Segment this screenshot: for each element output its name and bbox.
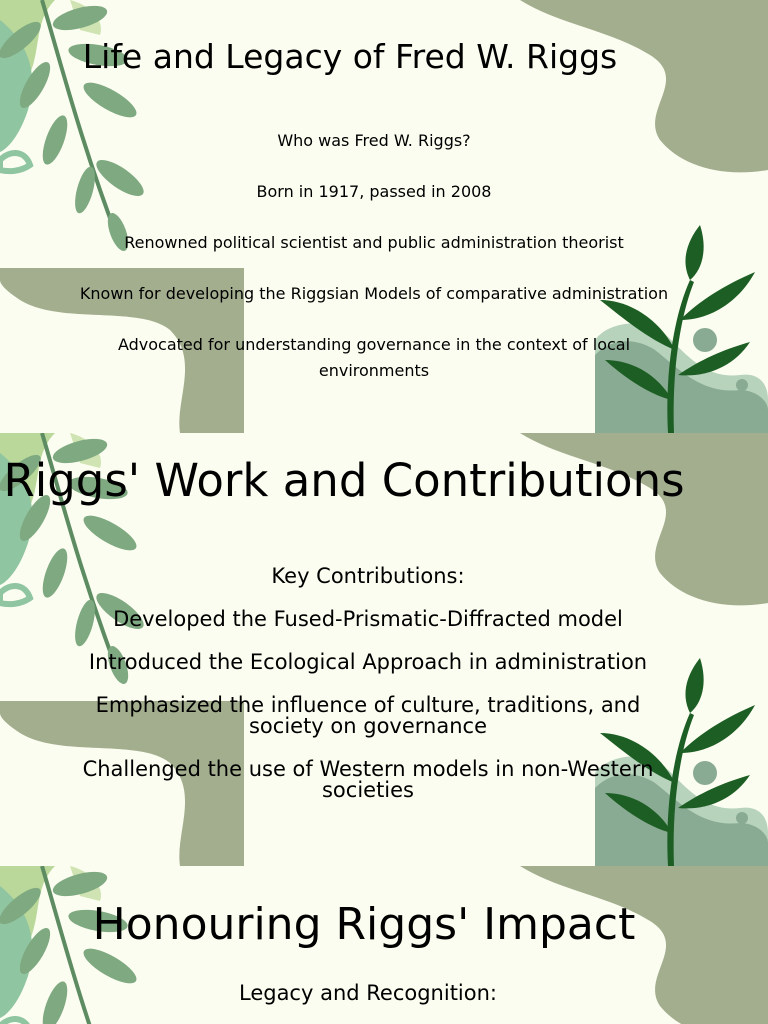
slide-title: Honouring Riggs' Impact — [92, 899, 636, 950]
slide-title: Life and Legacy of Fred W. Riggs — [82, 37, 618, 76]
body-paragraph: Who was Fred W. Riggs? — [277, 131, 471, 150]
body-paragraph: Renowned political scientist and public administration theorist — [124, 233, 624, 252]
body-paragraph: Emphasized the influence of culture, traditions, and society on governance — [95, 693, 641, 738]
slide-body — [64, 128, 684, 409]
slide-body — [58, 566, 678, 823]
slide-honouring-impact — [0, 866, 768, 1024]
body-paragraph: Legacy and Recognition: — [238, 981, 498, 1005]
body-paragraph: Key Contributions: — [271, 564, 465, 588]
slide-work-and-contributions — [0, 433, 768, 866]
body-paragraph: Challenged the use of Western models in non-Western societies — [82, 757, 654, 802]
slide-title: Riggs' Work and Contributions — [3, 454, 685, 507]
body-paragraph: Advocated for understanding governance in the context of local environments — [117, 335, 631, 380]
body-paragraph: Introduced the Ecological Approach in administration — [88, 650, 648, 674]
body-paragraph: Born in 1917, passed in 2008 — [256, 182, 492, 201]
slide-body — [58, 980, 678, 1006]
body-paragraph: Developed the Fused-Prismatic-Diffracted model — [113, 607, 623, 631]
body-paragraph: Known for developing the Riggsian Models of comparative administration — [79, 284, 669, 303]
slide-life-and-legacy — [0, 0, 768, 433]
